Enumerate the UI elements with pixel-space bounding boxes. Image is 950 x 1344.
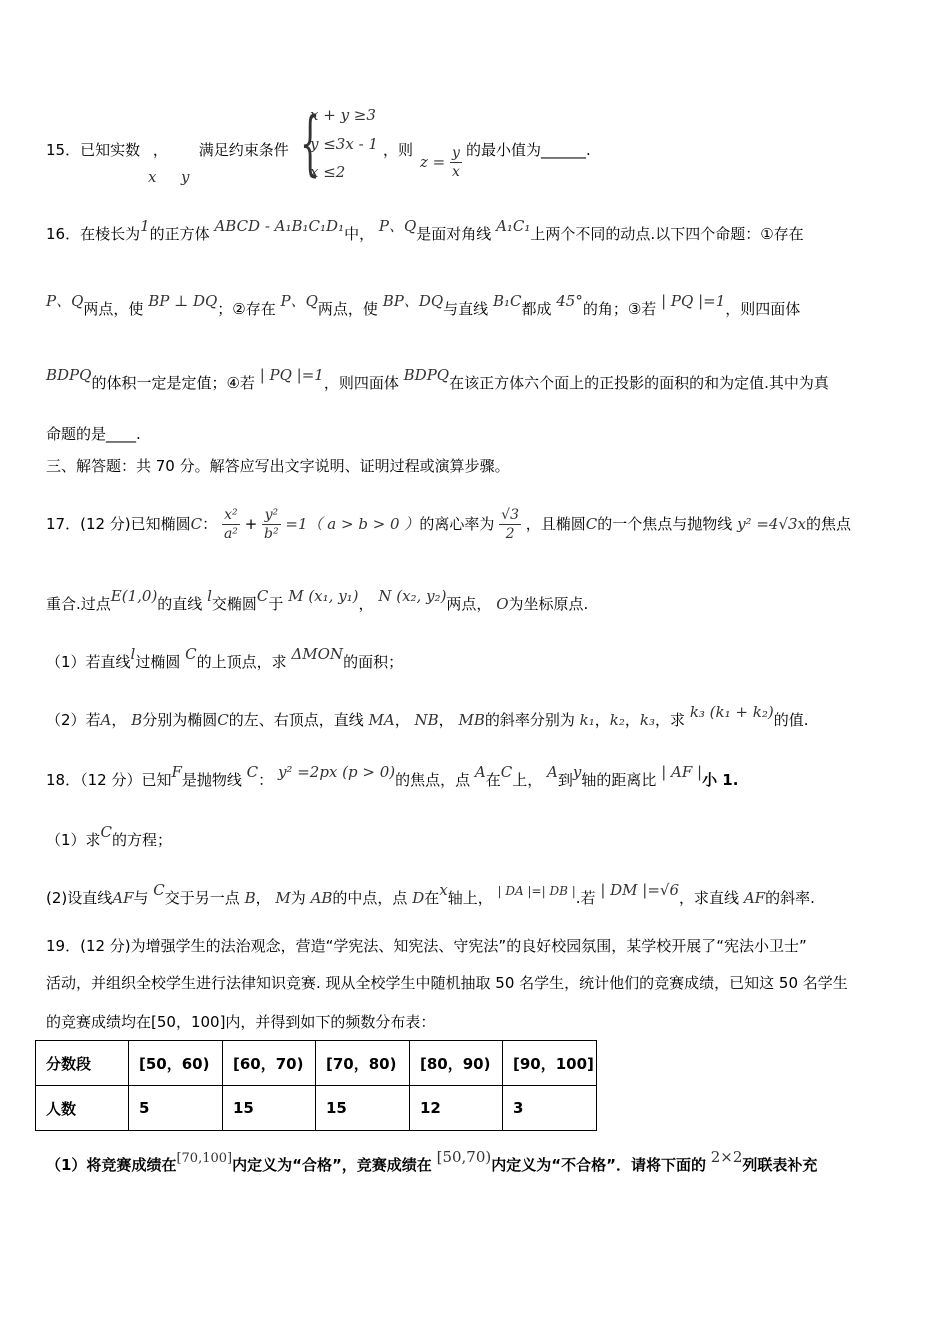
math: MA	[368, 711, 395, 729]
math: | PQ |=1	[661, 292, 726, 310]
q18-text: 轴上，	[447, 889, 493, 907]
math: 1	[140, 217, 150, 235]
math: D	[412, 889, 425, 907]
q18-line-1	[46, 763, 739, 790]
frequency-table	[35, 1040, 597, 1131]
y2-over-b2	[262, 506, 281, 543]
math: C	[185, 645, 197, 663]
q18-text: 在	[424, 889, 440, 907]
constraint-3: x ≤2	[310, 163, 346, 181]
math: l	[130, 645, 136, 663]
q18-text: 上，	[512, 771, 543, 789]
q16-line-4	[46, 424, 141, 444]
q16-text: 上两个不同的动点.以下四个命题：①存在	[530, 225, 804, 243]
q17-text: 的面积；	[343, 653, 404, 671]
frac-den: x	[452, 164, 460, 180]
q17-part-2: （2）若A， B分别为椭圆C的左、右顶点，直线 MA， NB， MB的斜率分别为 k₁，k₂，k₃，求 k₃ (k₁ + k₂)的值.	[46, 703, 809, 729]
q16-text: 的体积一定是定值；④若	[91, 374, 255, 392]
constraint-2: y ≤3x - 1	[310, 135, 378, 153]
q18-text: 在	[485, 771, 501, 789]
math: BDPQ	[46, 366, 92, 384]
q18-part-2	[46, 881, 815, 909]
table-header-cell: 分数段	[36, 1041, 129, 1086]
q17-text: ，求	[655, 711, 686, 729]
q17-text: 交椭圆	[211, 595, 257, 613]
q19-text: 列联表补充	[742, 1156, 818, 1174]
q17-text: 的离心率为	[419, 515, 495, 533]
math: x	[439, 881, 448, 899]
table-row	[36, 1086, 597, 1131]
q18-text: 轴的距离比	[581, 771, 657, 789]
table-cell: 15	[316, 1086, 410, 1131]
q18-text: ，	[255, 889, 271, 907]
math: C	[100, 823, 113, 841]
q17-text: +	[244, 515, 258, 533]
math: | AF |	[661, 763, 703, 781]
q17-text: ，	[111, 711, 127, 729]
math: F	[171, 763, 182, 781]
q17-text: （2）若	[46, 711, 101, 729]
math: N (x₂, y₂)	[378, 587, 447, 605]
math: （ a > b > 0 ）	[307, 515, 420, 533]
math: 45°	[556, 292, 583, 310]
q16-text: 两点，使	[317, 300, 378, 318]
q16-line-1	[46, 217, 804, 244]
q16-text: ，则四面体	[725, 300, 801, 318]
q17-part-1	[46, 645, 404, 672]
math: BP ⊥ DQ	[148, 292, 218, 310]
q17-text: 为坐标原点.	[508, 595, 589, 613]
q18-text: 的焦点，点	[395, 771, 471, 789]
math: 2×2	[710, 1148, 743, 1166]
q18-part-1	[46, 823, 173, 850]
q16-line-3	[46, 366, 829, 393]
q15-number: 15．	[46, 141, 81, 159]
math: MB	[458, 711, 485, 729]
math: AF	[743, 889, 766, 907]
math: | DA |=| DB |	[497, 884, 576, 898]
q16-text: 都成	[521, 300, 552, 318]
q19-text: 内定义为“不合格”．请将下面的	[491, 1156, 706, 1174]
q17-text: 的上顶点，求	[196, 653, 287, 671]
q18-text: 为	[290, 889, 306, 907]
q17-text: ，且椭圆	[525, 515, 586, 533]
q19-line-3: 的竞赛成绩均在[50，100]内，并得到如下的频数分布表：	[46, 1013, 436, 1031]
q18-text: 的中点，点	[332, 889, 408, 907]
q17-text: 的左、右顶点，直线	[228, 711, 364, 729]
math: k₃ (k₁ + k₂)	[689, 703, 774, 721]
z-label: z =	[420, 153, 446, 171]
q15-text: ，则	[383, 141, 414, 159]
math: y	[572, 763, 582, 781]
q16-text: 16．在棱长为	[46, 225, 141, 243]
q17-text: 的一个焦点与抛物线	[597, 515, 733, 533]
math: =1	[285, 515, 308, 533]
q17-text: ：	[202, 515, 218, 533]
table-cell: 人数	[36, 1086, 129, 1131]
q17-text: ，	[394, 711, 410, 729]
q15-var-y: y	[181, 168, 190, 186]
q18-text: 小 1.	[702, 771, 739, 789]
math: M	[275, 889, 291, 907]
frac-num: x²	[222, 506, 240, 525]
q16-text: 在该正方体六个面上的正投影的面积的和为定值.其中为真	[449, 374, 829, 392]
q17-text: ，	[358, 595, 374, 613]
q18-text: 与	[133, 889, 149, 907]
math: AB	[310, 889, 333, 907]
math: NB	[414, 711, 439, 729]
math: k₂	[609, 711, 625, 729]
table-header-cell: [90，100]	[503, 1041, 597, 1086]
q18-text: 18．（12 分）已知	[46, 771, 172, 789]
math: ΔMON	[291, 645, 344, 663]
q17-text: （1）若直线	[46, 653, 131, 671]
q18-text: (2)设直线	[46, 889, 113, 907]
math: O	[496, 595, 509, 613]
math: A	[474, 763, 486, 781]
q16-line-2	[46, 292, 801, 319]
math: | PQ |=1	[259, 366, 324, 384]
table-header-cell: [80，90)	[410, 1041, 503, 1086]
q18-text: 是抛物线	[181, 771, 242, 789]
math: P、Q	[280, 292, 318, 310]
math: C	[190, 515, 203, 533]
q15-text: 满足约束条件	[198, 141, 289, 159]
q15-text: 已知实数	[80, 141, 141, 159]
math: A₁C₁	[496, 217, 531, 235]
math: A	[100, 711, 112, 729]
math: BDPQ	[403, 366, 450, 384]
q17-line-2	[46, 587, 589, 614]
q17-text: 的斜率分别为	[484, 711, 575, 729]
math: B	[131, 711, 143, 729]
q18-text: 交于另一点	[164, 889, 240, 907]
q15-end	[466, 140, 591, 160]
math: C	[217, 711, 229, 729]
q17-text: 的值.	[773, 711, 809, 729]
table-cell: 12	[410, 1086, 503, 1131]
q19-line-2: 活动，并组织全校学生进行法律知识竞赛. 现从全校学生中随机抽取 50 名学生，统计他们的竞赛成绩，已知这 50 名学生	[46, 974, 848, 992]
math: E(1,0)	[110, 587, 158, 605]
math: C	[256, 587, 269, 605]
math: C	[500, 763, 513, 781]
math: B	[244, 889, 256, 907]
math: C	[246, 763, 259, 781]
q18-text: ：	[258, 771, 274, 789]
table-header-cell: [50，60)	[129, 1041, 223, 1086]
q19-text: 内定义为“合格”，竞赛成绩在	[232, 1156, 432, 1174]
q17-line-1	[46, 506, 851, 543]
q17-text: 重合.过点	[46, 595, 111, 613]
q15-text: ，	[152, 141, 168, 159]
math: M (x₁, y₁)	[288, 587, 359, 605]
q17-text: 的焦点	[806, 515, 852, 533]
q18-text: 到	[557, 771, 573, 789]
table-header-cell: [60，70)	[223, 1041, 316, 1086]
math: [50,70)	[436, 1148, 492, 1166]
frac-num: y	[452, 145, 460, 161]
section-3-heading: 三、解答题：共 70 分。解答应写出文字说明、证明过程或演算步骤。	[46, 457, 510, 475]
q16-text: 与直线	[443, 300, 489, 318]
q18-text: ，求直线	[679, 889, 740, 907]
q16-text: 命题的是____.	[46, 425, 141, 443]
frac-num: √3	[501, 507, 519, 523]
math: k₃	[639, 711, 656, 729]
constraint-system	[300, 104, 390, 186]
q16-text: 中，	[344, 225, 375, 243]
frac-num: y²	[262, 506, 281, 525]
q15-var-x: x	[148, 168, 157, 186]
math: C	[153, 881, 165, 899]
q16-text: 两点，使	[83, 300, 144, 318]
q17-text: 17．(12 分)已知椭圆	[46, 515, 191, 533]
left-brace-icon: {	[300, 102, 321, 184]
q17-text: 分别为椭圆	[142, 711, 218, 729]
q17-text: ，	[438, 711, 454, 729]
q18-text: 的方程；	[112, 831, 173, 849]
math: y² =2px (p > 0)	[277, 763, 396, 781]
q16-text: ；②存在	[217, 300, 276, 318]
math: [70,100]	[176, 1151, 233, 1166]
q17-text: 的直线	[157, 595, 203, 613]
math: k₁	[579, 711, 595, 729]
table-cell: 5	[129, 1086, 223, 1131]
x2-over-a2	[222, 506, 240, 543]
q17-text: 于	[268, 595, 284, 613]
q19-line-1: 19．(12 分)为增强学生的法治观念，营造“学宪法、知宪法、守宪法”的良好校园氛围，某学校开展了“宪法小卫士”	[46, 937, 807, 955]
q16-text: 的角；③若	[582, 300, 657, 318]
q15-text: 的最小值为______.	[466, 141, 591, 159]
q16-text: 的正方体	[149, 225, 210, 243]
math: P、Q	[378, 217, 417, 235]
q17-text: 过椭圆	[135, 653, 181, 671]
math: BP、DQ	[382, 292, 444, 310]
q18-text: 的斜率.	[765, 889, 815, 907]
math: ABCD - A₁B₁C₁D₁	[214, 217, 345, 235]
q19-text: （1）将竞赛成绩在	[46, 1156, 177, 1174]
math: P、Q	[46, 292, 84, 310]
q18-text: （1）求	[46, 831, 101, 849]
frac-den: b²	[264, 526, 279, 542]
q15-tail	[383, 140, 413, 160]
math: | DM |=√6	[600, 881, 680, 899]
math: AF	[112, 889, 134, 907]
math: y² =4√3x	[737, 515, 807, 533]
q15-objective	[420, 144, 462, 181]
q16-text: 是面对角线	[416, 225, 492, 243]
q15-line	[46, 140, 289, 160]
table-cell: 3	[503, 1086, 597, 1131]
constraint-1: x + y ≥3	[310, 106, 376, 124]
table-header-cell: [70，80)	[316, 1041, 410, 1086]
math: C	[585, 515, 598, 533]
math: B₁C	[492, 292, 522, 310]
y-over-x-fraction	[450, 144, 462, 181]
q16-text: ，则四面体	[323, 374, 399, 392]
math: l	[207, 587, 212, 605]
q19-part-1	[46, 1148, 818, 1177]
sqrt3-over-2	[499, 506, 521, 543]
table-row	[36, 1041, 597, 1086]
q18-text: .若	[575, 889, 596, 907]
math: A	[547, 763, 558, 781]
frac-den: 2	[505, 526, 515, 542]
frac-den: a²	[223, 526, 238, 542]
q17-text: 两点，	[446, 595, 492, 613]
table-cell: 15	[223, 1086, 316, 1131]
